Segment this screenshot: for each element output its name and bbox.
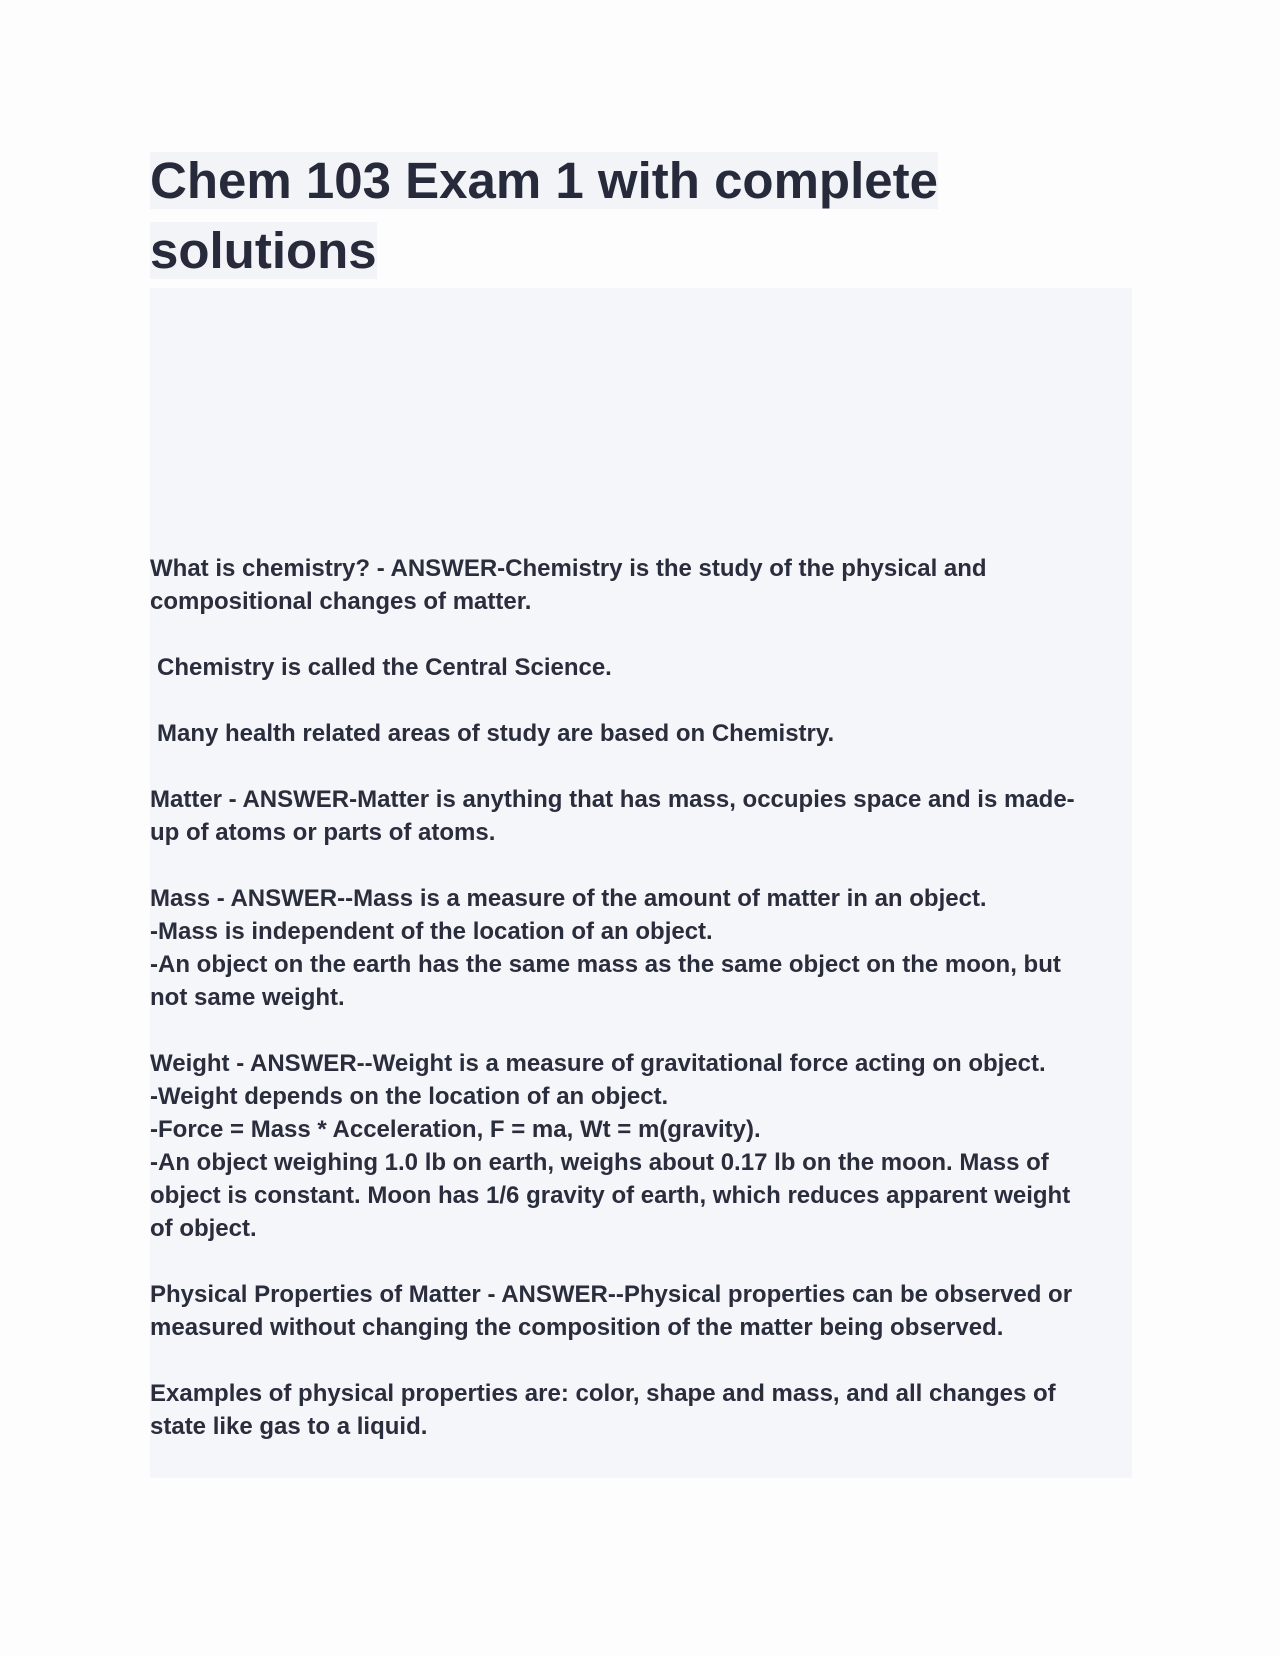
text-line: Weight - ANSWER--Weight is a measure of gravitational force acting on object. <box>150 1050 1046 1077</box>
paragraph-central-science <box>150 651 1134 684</box>
paragraph-what-is-chemistry <box>150 552 1134 618</box>
paragraph-physical-properties <box>150 1278 1134 1344</box>
text-line: -Force = Mass * Acceleration, F = ma, Wt = m(gravity). <box>150 1116 761 1143</box>
paragraph-matter <box>150 783 1134 849</box>
text-line: up of atoms or parts of atoms. <box>150 819 496 846</box>
text-line: -Weight depends on the location of an object. <box>150 1083 669 1110</box>
text-line: -An object weighing 1.0 lb on earth, weighs about 0.17 lb on the moon. Mass of <box>150 1149 1049 1176</box>
paragraph-weight <box>150 1047 1134 1245</box>
text-line: Mass - ANSWER--Mass is a measure of the amount of matter in an object. <box>150 885 987 912</box>
text-line: -An object on the earth has the same mass as the same object on the moon, but <box>150 951 1061 978</box>
text-line: Many health related areas of study are based on Chemistry. <box>157 720 835 747</box>
text-line: Matter - ANSWER-Matter is anything that has mass, occupies space and is made- <box>150 786 1075 813</box>
paragraph-health-areas <box>150 717 1134 750</box>
text-line: compositional changes of matter. <box>150 588 532 615</box>
text-line: What is chemistry? - ANSWER-Chemistry is the study of the physical and <box>150 555 987 582</box>
text-line: state like gas to a liquid. <box>150 1413 428 1440</box>
text-line: not same weight. <box>150 984 345 1011</box>
text-line: Examples of physical properties are: color, shape and mass, and all changes of <box>150 1380 1056 1407</box>
text-line: -Mass is independent of the location of an object. <box>150 918 713 945</box>
text-line: Physical Properties of Matter - ANSWER--Physical properties can be observed or <box>150 1281 1073 1308</box>
text-line: of object. <box>150 1215 257 1242</box>
paragraph-examples <box>150 1377 1134 1443</box>
text-line: Chemistry is called the Central Science. <box>157 654 612 681</box>
paragraph-mass <box>150 882 1134 1014</box>
text-line: measured without changing the composition of the matter being observed. <box>150 1314 1004 1341</box>
title-line-1: Chem 103 Exam 1 with complete solutions <box>150 152 938 279</box>
text-line: object is constant. Moon has 1/6 gravity of earth, which reduces apparent weight <box>150 1182 1071 1209</box>
document-body <box>150 552 1134 1476</box>
